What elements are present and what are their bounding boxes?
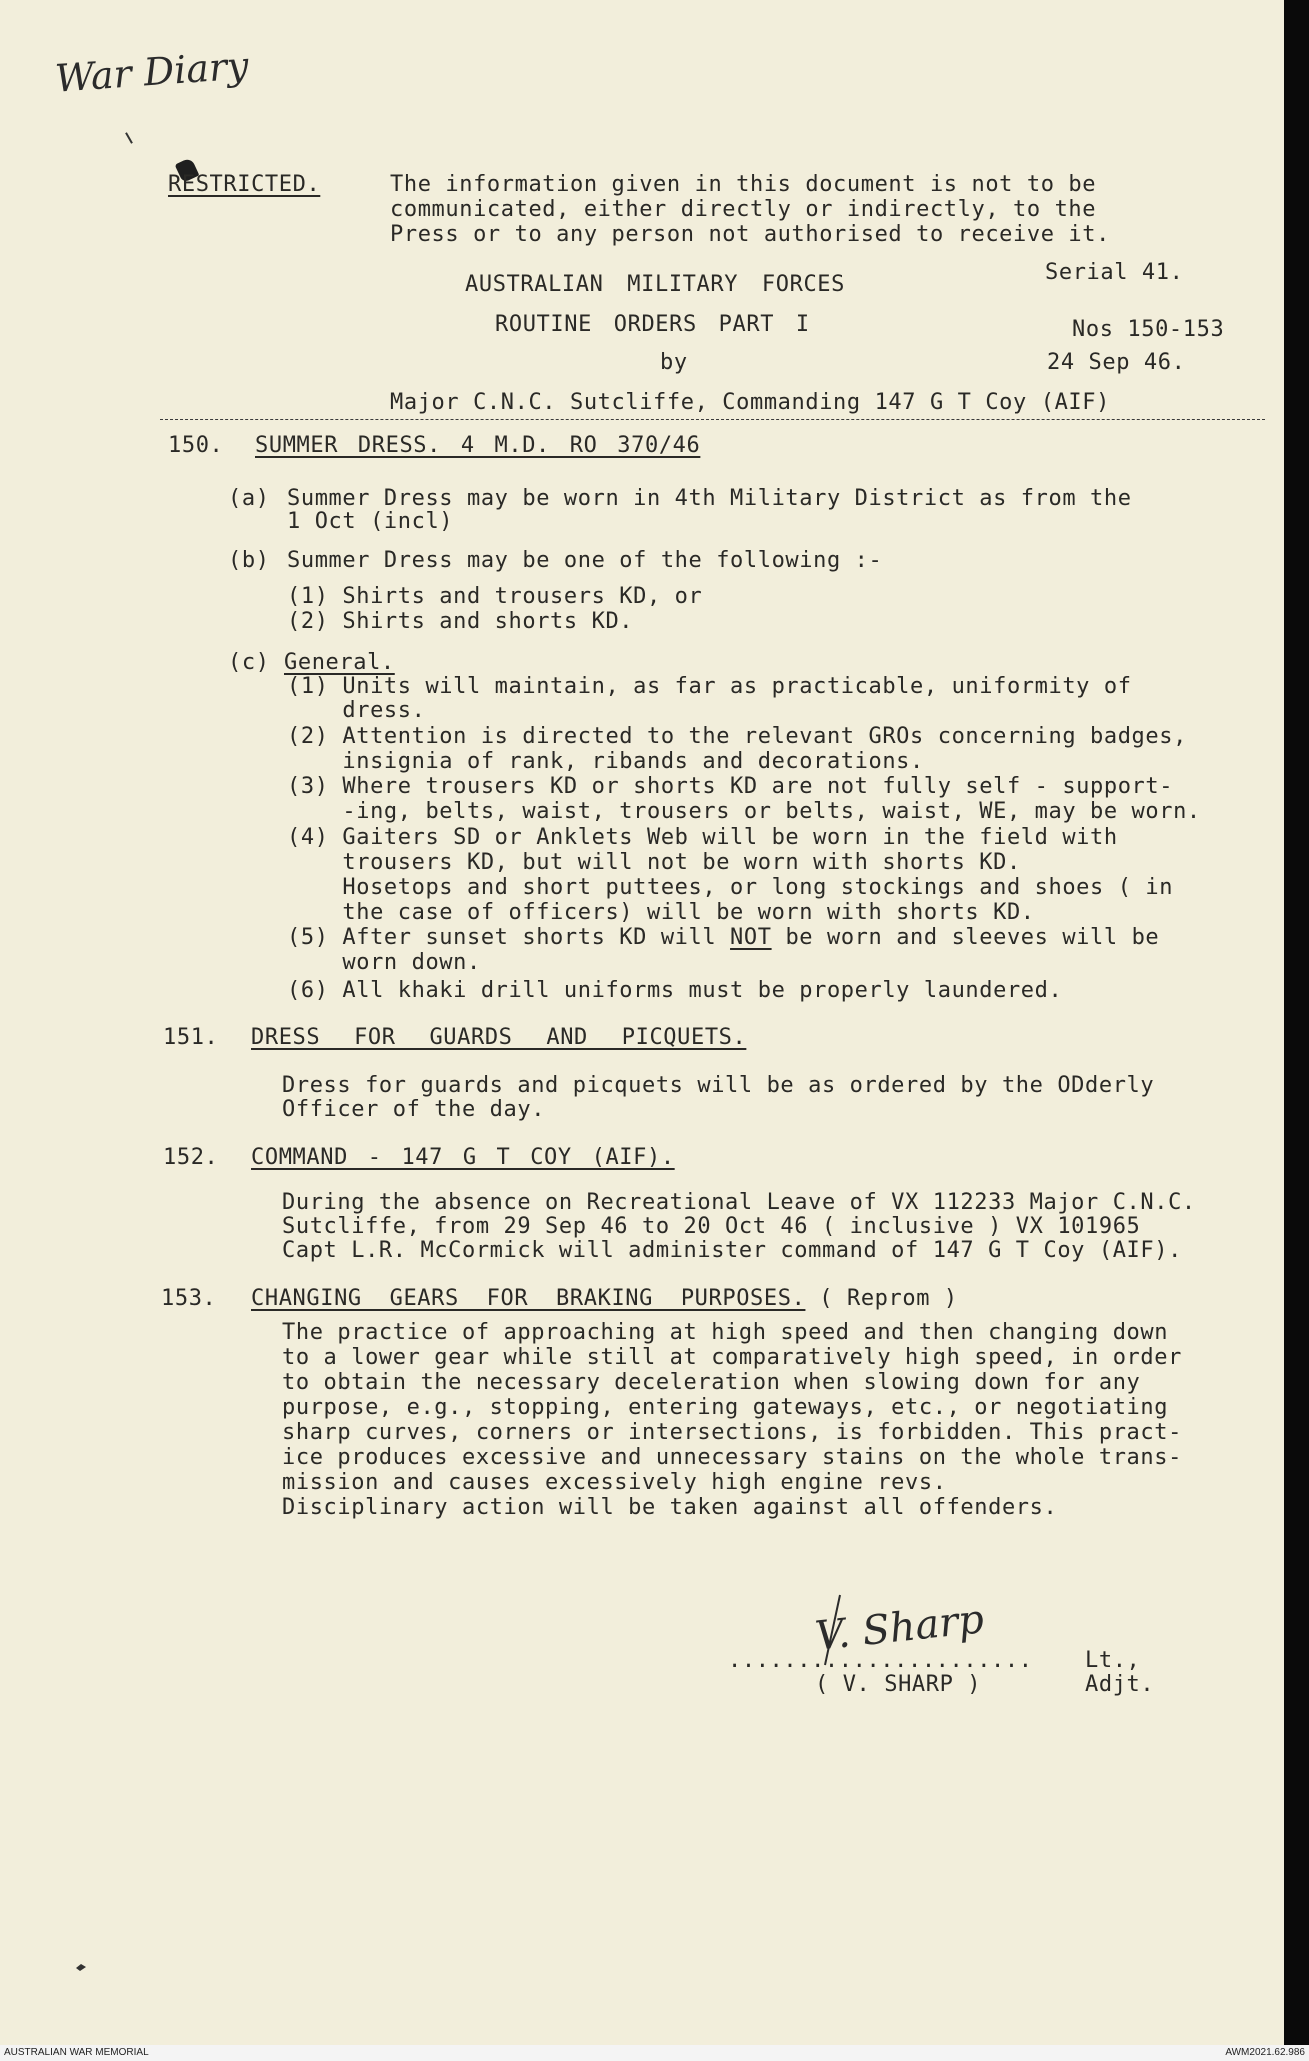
archive-footer [0,2045,1309,2061]
handwritten-annotation: War Diary [53,43,250,101]
signature-rank: Lt., [1085,1648,1141,1673]
order-153-line: to obtain the necessary deceleration when slowing down for any [282,1370,1141,1395]
para-b-item-2: (2) Shirts and shorts KD. [287,609,634,634]
para-c-line-5-cont: worn down. [287,950,481,975]
para-c-line: the case of officers) will be worn with shorts KD. [287,900,1035,925]
order-153-line: to a lower gear while still at comparatively high speed, in order [282,1345,1182,1370]
orders-title: ROUTINE ORDERS PART I [495,312,810,337]
para-c-line: Hosetops and short puttees, or long stockings and shoes ( in [287,875,1174,900]
header-rule [160,419,1265,420]
order-number-153: 153. [161,1286,217,1311]
order-heading-150: SUMMER DRESS. 4 M.D. RO 370/46 [255,433,701,458]
signatory-name: ( V. SHARP ) [815,1672,982,1697]
order-153-line: sharp curves, corners or intersections, is forbidden. This pract- [282,1420,1182,1445]
para-c5-post: be worn and sleeves will be [771,925,1160,950]
restricted-label: RESTRICTED. [168,172,321,197]
restricted-notice-line-1: The information given in this document is not to be [390,172,1097,197]
para-c-line: -ing, belts, waist, trousers or belts, waist, WE, may be worn. [287,799,1201,824]
order-151-line: Officer of the day. [282,1097,546,1122]
org-title: AUSTRALIAN MILITARY FORCES [465,272,845,297]
order-152-line: Sutcliffe, from 29 Sep 46 to 20 Oct 46 ( inclusive ) VX 101965 [282,1214,1141,1239]
para-c-line: (3) Where trousers KD or shorts KD are not fully self - support- [287,774,1174,799]
scan-border [1284,0,1309,2045]
para-c-line: trousers KD, but will not be worn with shorts KD. [287,850,1021,875]
para-c-heading: General. [284,650,395,675]
order-number-151: 151. [163,1025,219,1050]
para-a-label: (a) [228,486,270,511]
para-c-line: (2) Attention is directed to the relevant GROs concerning badges, [287,724,1187,749]
signatory-role: Adjt. [1085,1672,1155,1697]
handwritten-signature: V. Sharp [813,1596,987,1660]
restricted-notice-line-2: communicated, either directly or indirectly, to the [390,197,1097,222]
para-c-line-6: (6) All khaki drill uniforms must be properly laundered. [287,978,1063,1003]
serial-number: Serial 41. [1045,260,1184,285]
order-number-150: 150. [168,433,224,458]
para-b-item-1: (1) Shirts and trousers KD, or [287,584,703,609]
para-b-text: Summer Dress may be one of the following :- [287,548,883,573]
order-heading-153: CHANGING GEARS FOR BRAKING PURPOSES. [251,1286,806,1311]
order-heading-153-line [251,1286,958,1311]
pencil-mark [125,132,133,143]
para-b-label: (b) [228,548,270,573]
signature-dots: ...................... [728,1648,1033,1673]
archive-reference: AWM2021.62.986 [1225,2047,1305,2058]
order-153-line: mission and causes excessively high engine revs. [282,1470,947,1495]
order-153-line: purpose, e.g., stopping, entering gateways, etc., or negotiating [282,1395,1169,1420]
para-a-line-1: Summer Dress may be worn in 4th Military District as from the [287,486,1132,511]
para-a-line-2: 1 Oct (incl) [287,509,454,534]
para-c5-pre: (5) After sunset shorts KD will [287,925,731,950]
para-c-line: insignia of rank, ribands and decorations. [287,749,924,774]
para-c-line-5 [287,925,1159,950]
order-number-152: 152. [163,1145,219,1170]
commander-line: Major C.N.C. Sutcliffe, Commanding 147 G T Coy (AIF) [390,390,1110,415]
order-heading-151: DRESS FOR GUARDS AND PICQUETS. [251,1025,747,1050]
restricted-notice-line-3: Press or to any person not authorised to receive it. [390,222,1110,247]
order-heading-152: COMMAND - 147 G T COY (AIF). [251,1145,675,1170]
order-153-line: ice produces excessive and unnecessary stains on the whole trans- [282,1445,1182,1470]
para-c-label: (c) [228,650,270,675]
order-numbers: Nos 150-153 [1072,317,1225,342]
not-emphasis: NOT [730,925,772,950]
order-151-line: Dress for guards and picquets will be as ordered by the ODderly [282,1073,1155,1098]
order-153-line: The practice of approaching at high speed and then changing down [282,1320,1169,1345]
order-152-line: Capt L.R. McCormick will administer command of 147 G T Coy (AIF). [282,1238,1182,1263]
order-153-line: Disciplinary action will be taken against all offenders. [282,1495,1058,1520]
para-c-line: (1) Units will maintain, as far as practicable, uniformity of [287,674,1132,699]
para-c-line: (4) Gaiters SD or Anklets Web will be worn in the field with [287,825,1118,850]
para-c-line: dress. [287,698,426,723]
issue-date: 24 Sep 46. [1047,350,1186,375]
by-text: by [660,350,688,375]
archive-name: AUSTRALIAN WAR MEMORIAL [4,2047,149,2058]
paper-speck [75,1962,87,1972]
order-152-line: During the absence on Recreational Leave of VX 112233 Major C.N.C. [282,1190,1196,1215]
order-heading-153-suffix: ( Reprom ) [805,1286,958,1311]
